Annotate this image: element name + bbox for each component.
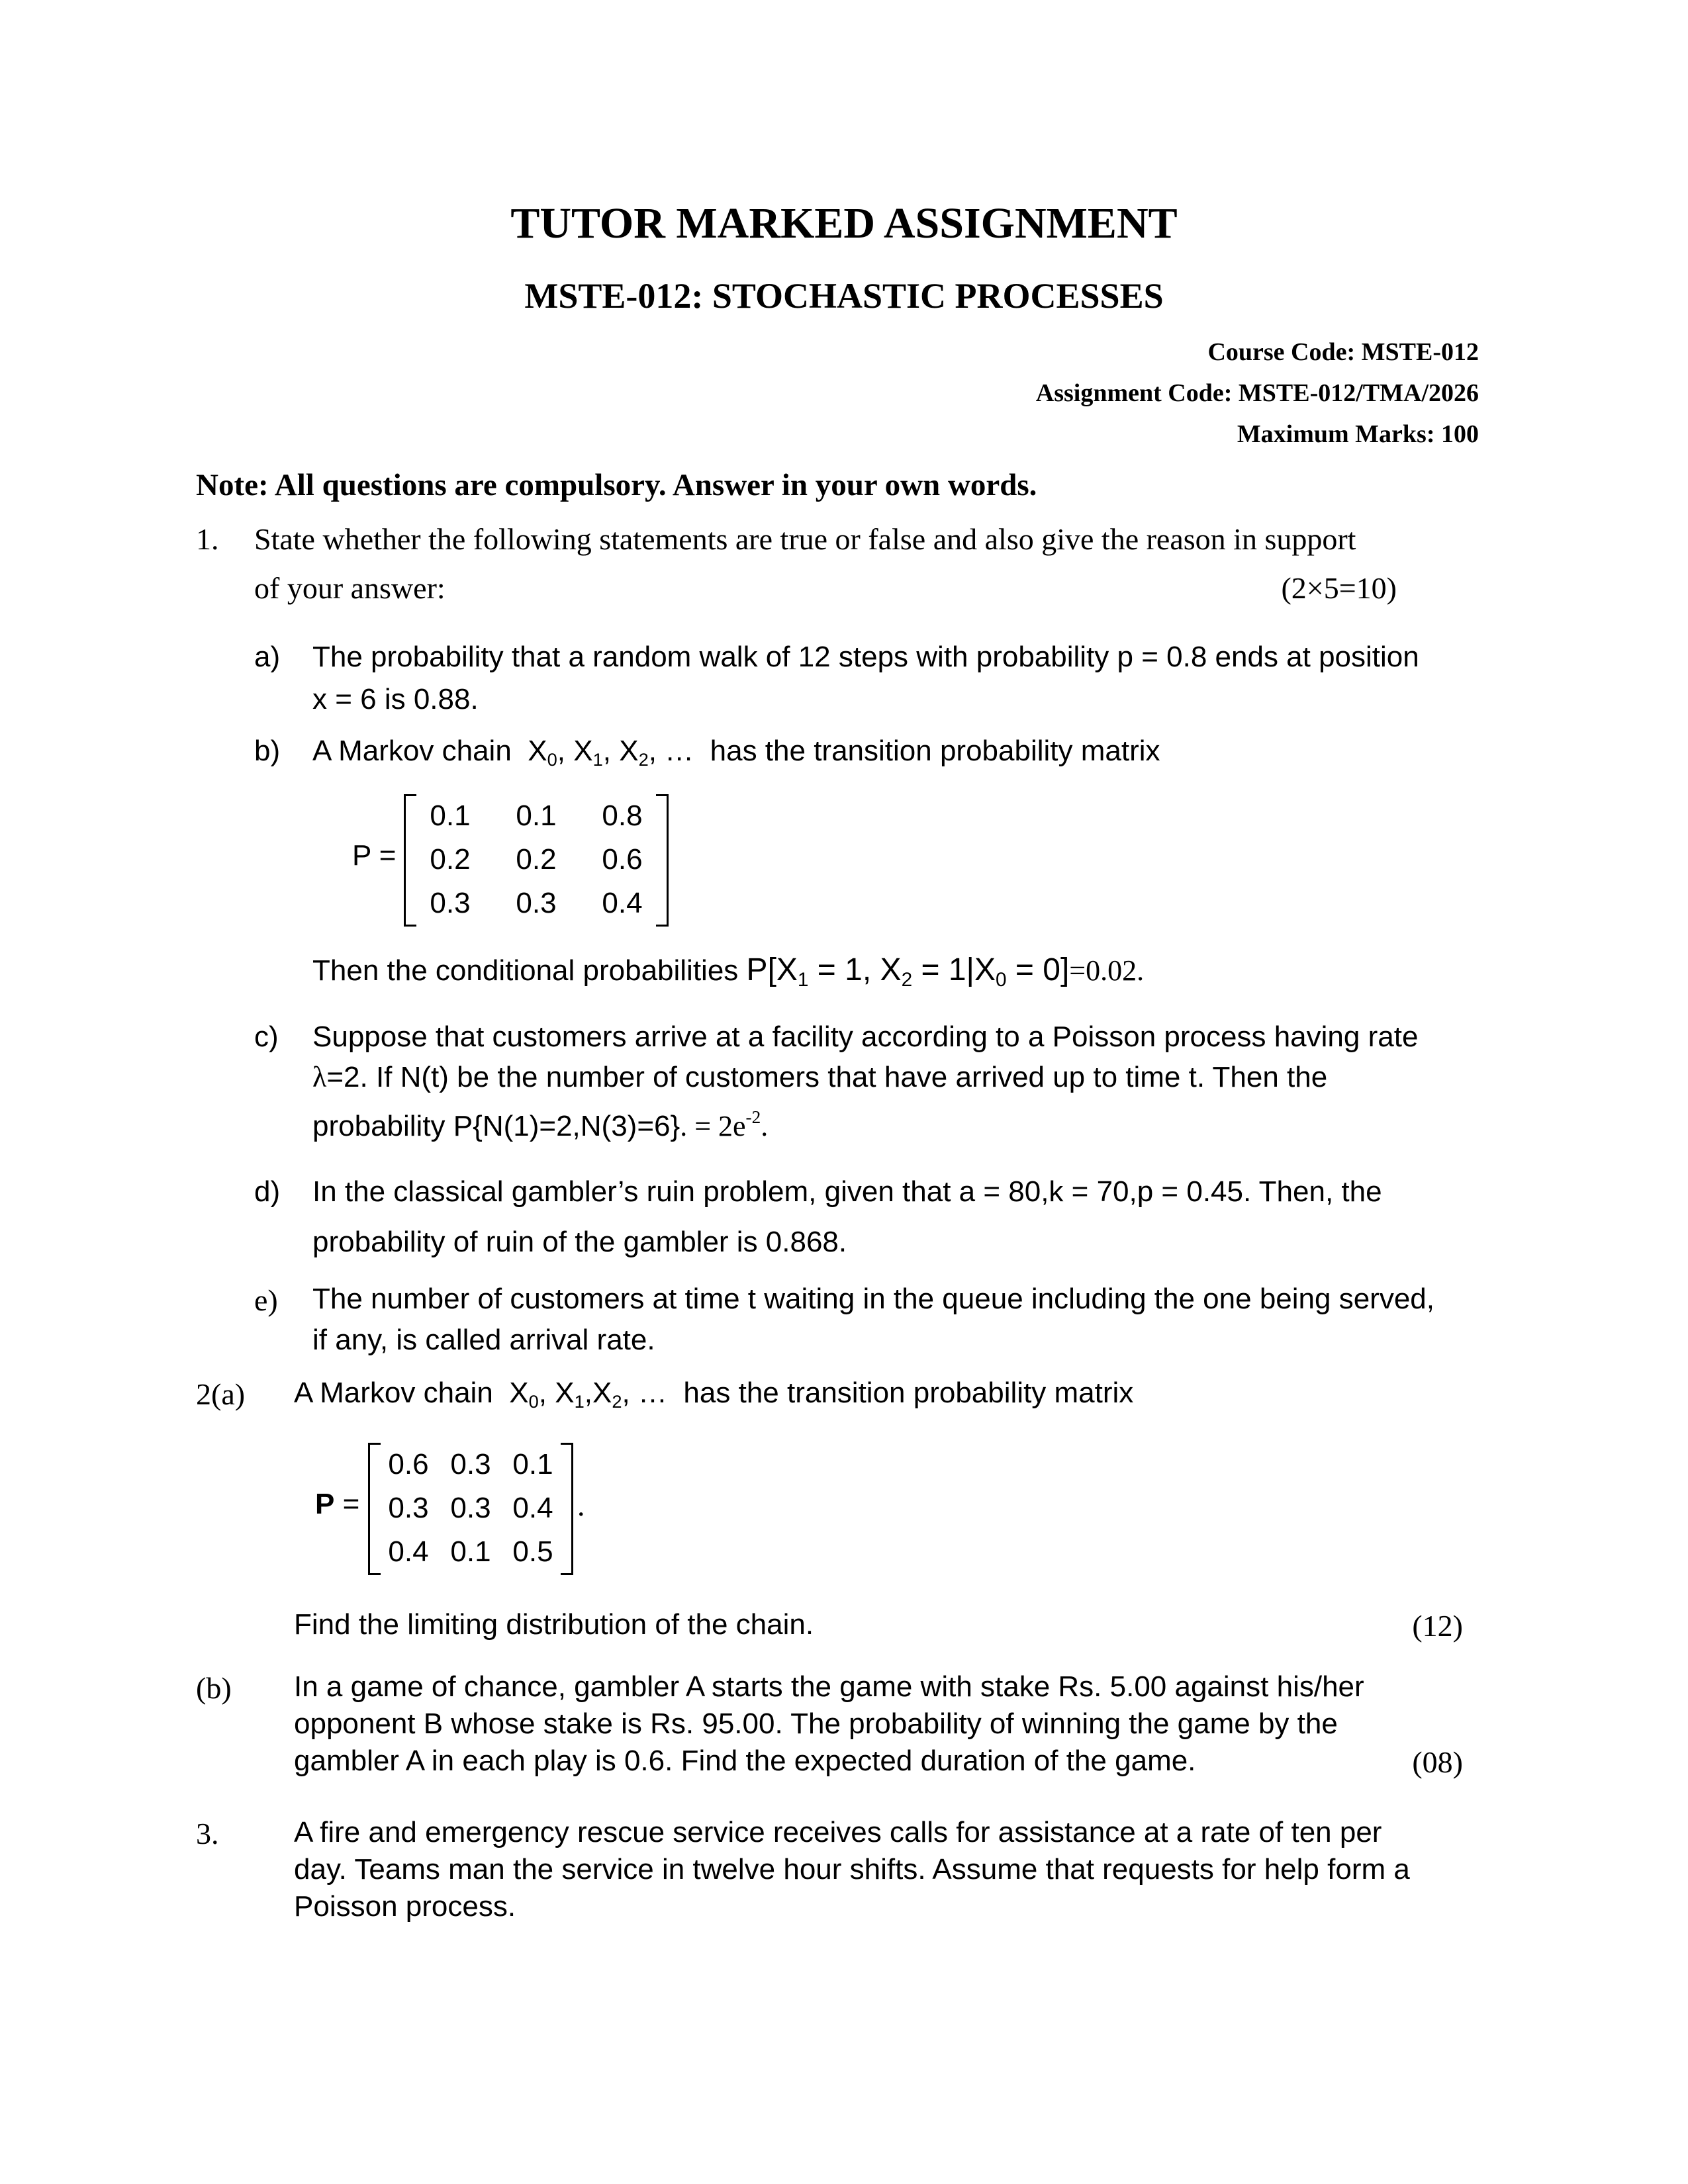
q2a-label: 2(a) [196,1377,246,1411]
document-subtitle: MSTE-012: STOCHASTIC PROCESSES [524,276,1164,316]
q1e-line2: if any, is called arrival rate. [312,1324,655,1356]
q2b-marks: (08) [1412,1745,1463,1779]
q2b-line1: In a game of chance, gambler A starts the game with stake Rs. 5.00 against his/her [294,1670,1364,1703]
q1b-matrix-cell: 0.3 [516,887,557,919]
q1c-line3: probability P{N(1)=2,N(3)=6}. = $2e^{-2}$. [312,1107,769,1142]
course-code: Course Code: MSTE-012 [1207,338,1479,366]
q2a-matrix-cell: 0.6 [388,1448,429,1480]
q1b-matrix-cell: 0.1 [430,799,471,832]
q2a-marks: (12) [1412,1609,1463,1643]
q1b-matrix-cell: 0.2 [516,843,557,876]
q2a-find: Find the limiting distribution of the chain. [294,1608,814,1641]
q1b-intro: A Markov chain $X_0$, $X_1$, $X_2$, … has the transition probability matrix [312,735,1160,770]
q1c-line1: Suppose that customers arrive at a facility according to a Poisson process having rate [312,1021,1419,1053]
q1d-line2: probability of ruin of the gambler is 0.868. [312,1226,847,1258]
assignment-code: Assignment Code: MSTE-012/TMA/2026 [1035,379,1479,407]
q2a-matrix-cell: 0.4 [512,1492,553,1524]
q2a-matrix-cell: 0.3 [450,1448,491,1480]
q1b-matrix-cell: 0.6 [602,843,643,876]
q1e-line1: The number of customers at time t waiting in the queue including the one being served, [312,1283,1434,1315]
q1-text-line2: of your answer: [254,571,445,605]
q1d-line1: In the classical gambler’s ruin problem, given that a = 80,k = 70,p = 0.45. Then, the [312,1175,1382,1208]
instructions-note: Note: All questions are compulsory. Answer in your own words. [196,468,1037,502]
q1b-matrix-label: P = [352,839,397,872]
q2a-matrix-cell: 0.4 [388,1535,429,1568]
q2a-matrix-label: P = [315,1488,360,1520]
q1c-line2: λ=2. If N(t) be the number of customers that have arrived up to time t. Then the [312,1061,1328,1093]
q2b-line2: opponent B whose stake is Rs. 95.00. The probability of winning the game by the [294,1707,1338,1740]
q1-marks: (2×5=10) [1281,571,1397,605]
q2a-matrix-cell: 0.3 [450,1492,491,1524]
q3-label: 3. [196,1817,219,1850]
q1e-label: e) [254,1283,278,1317]
q1b-matrix-cell: 0.8 [602,799,643,832]
q2a-transition-matrix [368,1443,573,1575]
q1b-transition-matrix [404,794,669,927]
q2a-matrix-cell: 0.1 [512,1448,553,1480]
q2a-matrix-cell: 0.1 [450,1535,491,1568]
q2b-label: (b) [196,1671,232,1705]
q2a-matrix-period: . [577,1488,585,1522]
q2a-intro: A Markov chain $X_0$, $X_1,X_2$, … has the transition probability matrix [294,1377,1134,1412]
q1a-label: a) [254,641,281,673]
maximum-marks: Maximum Marks: 100 [1237,420,1479,448]
q1b-matrix-cell: 0.3 [430,887,471,919]
q2b-line3: gambler A in each play is 0.6. Find the expected duration of the game. [294,1745,1196,1777]
q1a-line1: The probability that a random walk of 12 steps with probability p = 0.8 ends at position [312,641,1419,673]
q1b-matrix-cell: 0.1 [516,799,557,832]
q1a-line2: x = 6 is 0.88. [312,683,479,715]
q3-line3: Poisson process. [294,1890,516,1923]
q3-line2: day. Teams man the service in twelve hour shifts. Assume that requests for help form a [294,1853,1410,1886]
q1-number: 1. [196,522,219,556]
q2a-matrix-cell: 0.5 [512,1535,553,1568]
q1b-conditional: Then the conditional probabilities $P[X_1 = 1$, $X_2 = 1|X_0 = 0]=0.02$. [312,952,1145,991]
q1b-label: b) [254,735,281,767]
q1-text-line1: State whether the following statements are true or false and also give the reason in support [254,522,1356,556]
document-title: TUTOR MARKED ASSIGNMENT [510,199,1178,248]
q1d-label: d) [254,1175,281,1208]
q1b-matrix-cell: 0.4 [602,887,643,919]
q3-line1: A fire and emergency rescue service receives calls for assistance at a rate of ten per [294,1816,1382,1848]
q1c-label: c) [254,1021,279,1053]
q2a-matrix-cell: 0.3 [388,1492,429,1524]
q1b-matrix-cell: 0.2 [430,843,471,876]
